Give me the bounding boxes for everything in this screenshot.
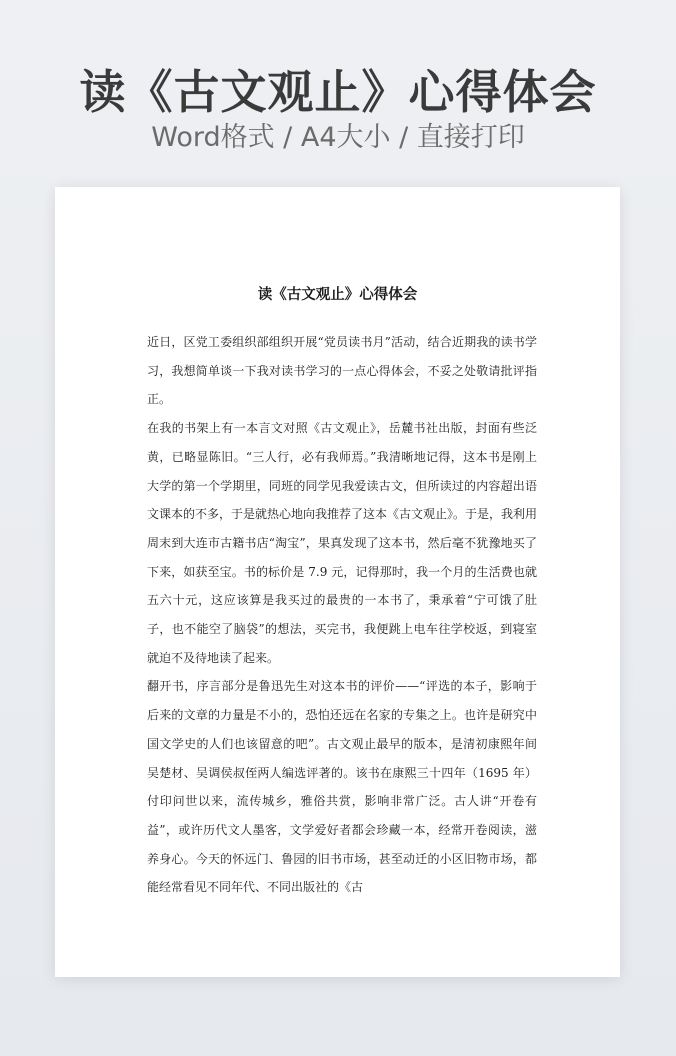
document-body [147,328,537,902]
paragraph: 近日，区党工委组织部组织开展“党员读书月”活动，结合近期我的读书学习，我想简单谈一下我对读书学习的一点心得体会，不妥之处敬请批评指正。 [147,335,537,407]
paragraph: 在我的书架上有一本言文对照《古文观止》，岳麓书社出版，封面有些泛黄，已略显陈旧。“三人行，必有我师焉。”我清晰地记得，这本书是刚上大学的第一个学期里，同班的同学见我爱读古文，但所读过的内容超出语文课本的不多，于是就热心地向我推荐了这本《古文观止》。于是，我利用周末到大连市古籍书店“淘宝”，果真发现了这本书，然后毫不犹豫地买了下来，如获至宝。书的标价是 7.9 元，记得那时，我一个月的生活费也就五六十元，这应该算是我买过的最贵的一本书了，秉承着“宁可饿了肚子，也不能空了脑袋”的想法，买完书，我便跳上电车往学校返，到寝室就迫不及待地读了起来。 [147,421,538,665]
paragraph: 翻开书，序言部分是鲁迅先生对这本书的评价——“评选的本子，影响于后来的文章的力量是不小的，恐怕还远在名家的专集之上。也许是研究中国文学史的人们也该留意的吧”。古文观止最早的版本，是清初康熙年间吴楚材、吴调侯叔侄两人编选评著的。该书在康熙三十四年（1695 年）付印问世以来，流传城乡，雅俗共赏，影响非常广泛。古人讲“开卷有益”，或许历代文人墨客，文学爱好者都会珍藏一本，经常开卷阅读，滋养身心。今天的怀远门、鲁园的旧书市场，甚至动迁的小区旧物市场，都能经常看见不同年代、不同出版社的《古 [147,679,537,895]
banner-title: 读《古文观止》心得体会 [79,65,597,119]
document-title: 读《古文观止》心得体会 [257,286,418,303]
banner-subtitle: Word格式 / A4大小 / 直接打印 [151,122,525,153]
document-page [55,187,620,977]
